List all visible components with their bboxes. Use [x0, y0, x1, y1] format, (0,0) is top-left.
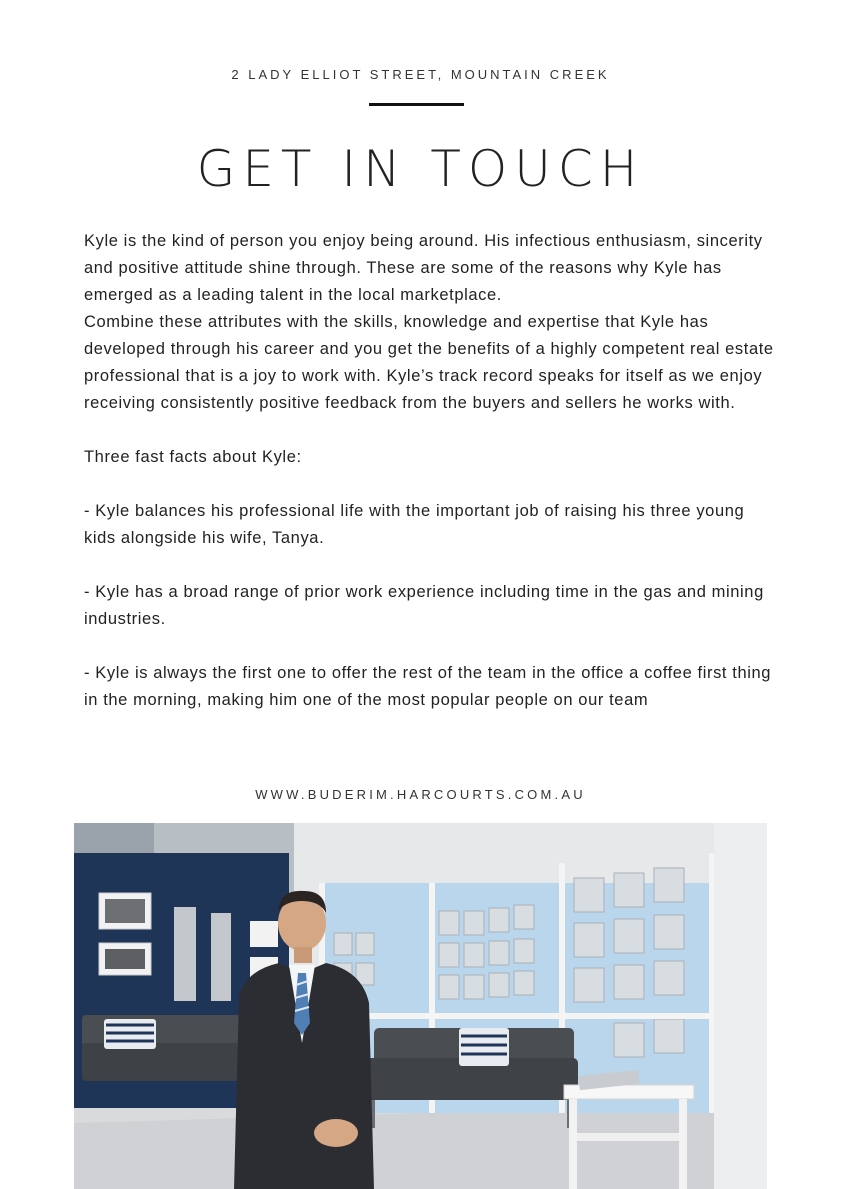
- property-address: 2 LADY ELLIOT STREET, MOUNTAIN CREEK: [231, 67, 610, 82]
- header-divider: [369, 103, 464, 106]
- fact-item-2: - Kyle has a broad range of prior work experience including time in the gas and mining industries.: [84, 583, 764, 628]
- fact-item-3: - Kyle is always the first one to offer the rest of the team in the office a coffee first thing in the morning, making him one of the most popular people on our team: [84, 664, 772, 709]
- bio-paragraph-2: Combine these attributes with the skills, knowledge and expertise that Kyle has developed through his career and you get the benefits of a highly competent real estate professional that is a joy to work with. Kyle’s track record speaks for itself as we enjoy receiving consistently positive feedback from the buyers and sellers he works with.: [84, 313, 774, 412]
- fact-item-1: - Kyle balances his professional life with the important job of raising his three young kids alongside his wife, Tanya.: [84, 502, 745, 547]
- agent-office-photo: [74, 823, 767, 1189]
- website-link[interactable]: WWW.BUDERIM.HARCOURTS.COM.AU: [255, 787, 586, 802]
- page-title: GET IN TOUCH: [196, 140, 645, 198]
- bio-paragraph-1: Kyle is the kind of person you enjoy being around. His infectious enthusiasm, sincerity and positive attitude shine through. These are some of the reasons why Kyle has emerged as a leading talent in the local marketplace.: [84, 232, 763, 304]
- agent-bio: [84, 228, 774, 714]
- facts-intro: Three fast facts about Kyle:: [84, 448, 302, 466]
